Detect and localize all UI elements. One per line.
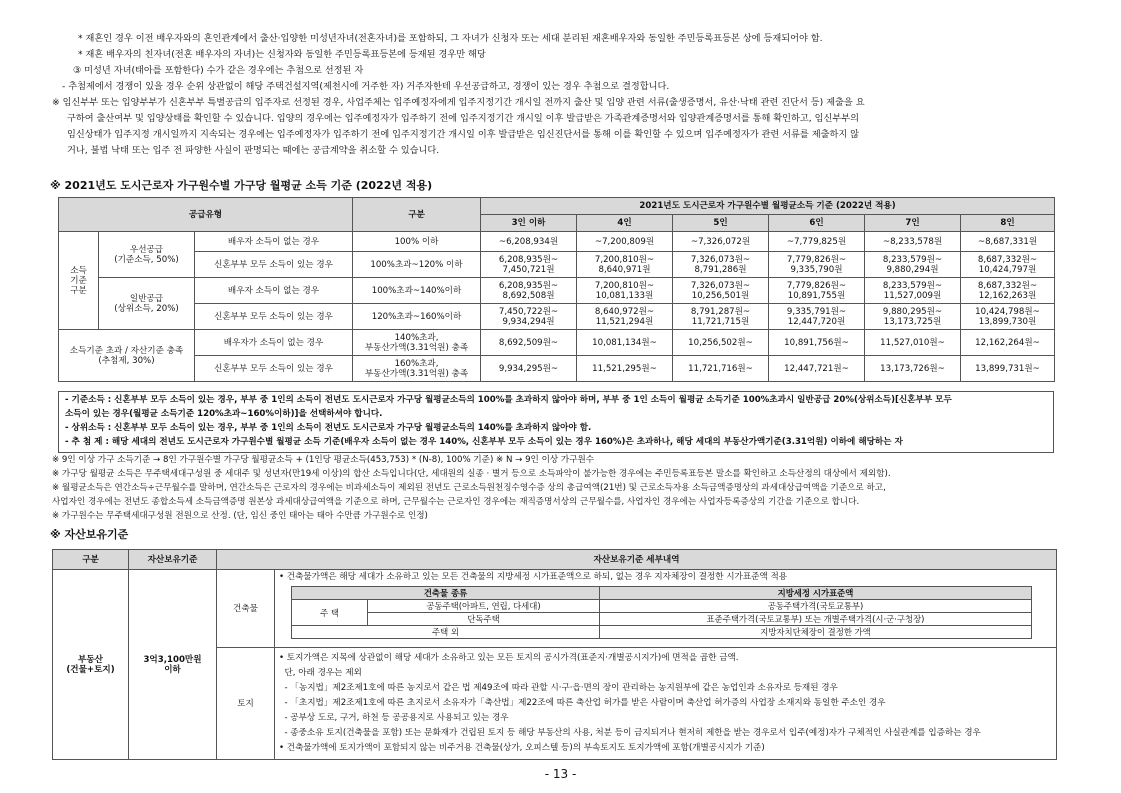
category-income: 소득 기준 구분 bbox=[59, 232, 99, 330]
inner-kind: 공동주택(아파트, 연립, 다세대) bbox=[368, 600, 600, 613]
land-detail bbox=[275, 648, 1057, 760]
table-row bbox=[59, 330, 1055, 356]
building-inner-table bbox=[291, 586, 1032, 639]
cell-value: 9,335,791원~ 12,447,720원 bbox=[769, 304, 865, 330]
cell-value: 7,450,722원~ 9,934,294원 bbox=[481, 304, 577, 330]
cell-value: 9,934,295원~ bbox=[481, 356, 577, 382]
cell-value: 12,447,721원~ bbox=[769, 356, 865, 382]
intro-line: ③ 미성년 자녀(태아를 포함한다) 수가 같은 경우에는 추첨으로 선정된 자 bbox=[73, 65, 364, 76]
inner-header-price: 지방세정 시가표준액 bbox=[600, 587, 1032, 600]
cell-value: 7,326,073원~ 10,256,501원 bbox=[673, 278, 769, 304]
land-line: 단, 아래 경우는 제외 bbox=[279, 668, 362, 678]
header-persons: 6인 bbox=[769, 215, 865, 232]
table-row bbox=[59, 252, 1055, 278]
note-line: - 추 첨 제 : 해당 세대의 전년도 도시근로자 가구원수별 월평균 소득 기준(배우자 소득이 없는 경우 140%, 신혼부부 모두 소득이 있는 경우 160%)은 초과하나, 해당 세대의 부동산가액기준(3.31억원) 이하에 해당하는 자 bbox=[65, 437, 903, 447]
intro-line: - 추첨제에서 경쟁이 있을 경우 순위 상관없이 해당 주택건설지역(제천시에 거주한 자) 거주자한테 우선공급하고, 경쟁이 있는 경우 추첨으로 결정합니다. bbox=[62, 81, 670, 92]
cell-value: ~8,687,331원 bbox=[961, 232, 1055, 252]
row-condition: 신혼부부 모두 소득이 있는 경우 bbox=[195, 252, 353, 278]
cell-value: 8,233,579원~ 11,527,009원 bbox=[865, 278, 961, 304]
header-persons: 4인 bbox=[577, 215, 673, 232]
row-division: 100%초과~140%이하 bbox=[353, 278, 481, 304]
land-label: 토지 bbox=[217, 648, 275, 760]
land-line: • 토지가액은 지목에 상관없이 해당 세대가 소유하고 있는 모든 토지의 공시가격(표준지·개별공시지가)에 면적을 곱한 금액. bbox=[279, 653, 739, 663]
inner-price: 공동주택가격(국토교통부) bbox=[600, 600, 1032, 613]
footnote: ※ 가구원수는 무주택세대구성원 전원으로 산정. (단, 임신 중인 태아는 태아 수만큼 가구원수로 인정) bbox=[52, 511, 428, 521]
cell-value: ~8,233,578원 bbox=[865, 232, 961, 252]
income-section-title: ※ 2021년도 도시근로자 가구원수별 가구당 월평균 소득 기준 (2022년 적용) bbox=[50, 179, 433, 192]
note-line: 소득이 있는 경우(월평균 소득기준 120%초과~160%이하)]을 선택하셔야 합니다. bbox=[65, 409, 383, 419]
asset-category: 부동산 (건물+토지) bbox=[53, 570, 129, 760]
table-row bbox=[59, 356, 1055, 382]
row-division: 140%초과, 부동산가액(3.31억원) 충족 bbox=[353, 330, 481, 356]
cell-value: ~6,208,934원 bbox=[481, 232, 577, 252]
row-condition: 신혼부부 모두 소득이 있는 경우 bbox=[195, 304, 353, 330]
row-condition: 배우자 소득이 없는 경우 bbox=[195, 232, 353, 252]
footnote: ※ 가구당 월평균 소득은 무주택세대구성원 중 세대주 및 성년자(만19세 이상)의 합산 소득입니다(단, 세대원의 실종 · 별거 등으로 소득파악이 불가능한 경우에는 주민등록표등본 말소를 확인하고 소득산정의 대상에서 제외함). bbox=[52, 469, 891, 479]
cell-value: 8,692,509원~ bbox=[481, 330, 577, 356]
cell-value: 10,891,756원~ bbox=[769, 330, 865, 356]
building-description: • 건축물가액은 해당 세대가 소유하고 있는 모든 건축물의 지방세정 시가표준액으로 하되, 없는 경우 지자체장이 결정한 시가표준액 적용 bbox=[279, 572, 788, 582]
asset-section-title: ※ 자산보유기준 bbox=[50, 528, 129, 541]
row-condition: 신혼부부 모두 소득이 있는 경우 bbox=[195, 356, 353, 382]
note-line: - 상위소득 : 신혼부부 모두 소득이 있는 경우, 부부 중 1인의 소득이 전년도 도시근로자 가구당 월평균소득의 140%를 초과하지 않아야 함. bbox=[65, 423, 592, 433]
row-division: 100%초과~120% 이하 bbox=[353, 252, 481, 278]
header-supply-type: 공급유형 bbox=[59, 198, 353, 232]
note-line: - 기준소득 : 신혼부부 모두 소득이 있는 경우, 부부 중 1인의 소득이 전년도 도시근로자 가구당 월평균소득의 100%를 초과하지 않아야 하며, 부부 중 1인 소득이 월평균 소득기준 100%초과시 일반공급 20%(상위소득)[신혼부부 모두 bbox=[65, 395, 952, 405]
cell-value: 10,424,798원~ 13,899,730원 bbox=[961, 304, 1055, 330]
asset-standard-value: 3억3,100만원 이하 bbox=[129, 570, 217, 760]
row-condition: 배우자가 소득이 없는 경우 bbox=[195, 330, 353, 356]
category-general: 일반공급 (상위소득, 20%) bbox=[99, 278, 195, 330]
footnote: 사업자인 경우에는 전년도 종합소득세 소득금액증명 원본상 과세대상급여액을 기준으로 하며, 근무월수는 근로자인 경우에는 재직증명서상의 근무월수를, 사업자인 경우에는 사업자등록증상의 기간을 기준으로 합니다. bbox=[52, 497, 860, 507]
cell-value: 9,880,295원~ 13,173,725원 bbox=[865, 304, 961, 330]
header-asset-standard: 자산보유기준 bbox=[129, 550, 217, 570]
cell-value: 8,640,972원~ 11,521,294원 bbox=[577, 304, 673, 330]
cell-value: 13,899,731원~ bbox=[961, 356, 1055, 382]
intro-line: 구하여 출산여부 및 입양상태를 확인할 수 있습니다. 입양의 경우에는 입주예정자가 입주하기 전에 입주지정기간 개시일 이후 발급받은 가족관계증명서와 입양관계증명서를 통해 확인하고, 임신부부의 bbox=[67, 113, 860, 124]
category-priority: 우선공급 (기준소득, 50%) bbox=[99, 232, 195, 278]
inner-kind: 단독주택 bbox=[368, 613, 600, 626]
cell-value: ~7,779,825원 bbox=[769, 232, 865, 252]
cell-value: 7,326,073원~ 8,791,286원 bbox=[673, 252, 769, 278]
cell-value: 7,200,810원~ 8,640,971원 bbox=[577, 252, 673, 278]
cell-value: 11,721,716원~ bbox=[673, 356, 769, 382]
header-asset-detail: 자산보유기준 세부내역 bbox=[217, 550, 1057, 570]
intro-line: * 재혼인 경우 이전 배우자와의 혼인관계에서 출산·입양한 미성년자녀(전혼자녀)를 포함하되, 그 자녀가 신청자 또는 세대 분리된 재혼배우자와 동일한 주민등록표등본 상에 등재되어야 함. bbox=[78, 33, 823, 44]
row-condition: 배우자 소득이 없는 경우 bbox=[195, 278, 353, 304]
table-row bbox=[59, 278, 1055, 304]
building-label: 건축물 bbox=[217, 570, 275, 648]
asset-table bbox=[52, 549, 1057, 760]
cell-value: 10,256,502원~ bbox=[673, 330, 769, 356]
inner-header-kind: 건축물 종류 bbox=[292, 587, 600, 600]
table-row bbox=[59, 304, 1055, 330]
intro-line: * 재혼 배우자의 친자녀(전혼 배우자의 자녀)는 신청자와 동일한 주민등록표등본에 등재된 경우만 해당 bbox=[78, 49, 486, 60]
cell-value: 8,687,332원~ 12,162,263원 bbox=[961, 278, 1055, 304]
cell-value: 11,521,295원~ bbox=[577, 356, 673, 382]
cell-value: 13,173,726원~ bbox=[865, 356, 961, 382]
header-persons: 7인 bbox=[865, 215, 961, 232]
header-division: 구분 bbox=[353, 198, 481, 232]
land-line: - 종중소유 토지(건축물을 포함) 또는 문화재가 건립된 토지 등 해당 부동산의 사용, 처분 등이 금지되거나 현저히 제한을 받는 경우로서 입주(예정)자가 구체적인 사실관계를 입증하는 경우 bbox=[279, 728, 981, 738]
row-division: 120%초과~160%이하 bbox=[353, 304, 481, 330]
inner-kind: 주택 외 bbox=[292, 626, 600, 639]
building-detail bbox=[275, 570, 1057, 648]
header-persons: 8인 bbox=[961, 215, 1055, 232]
category-lottery: 소득기준 초과 / 자산기준 충족 (추첨제, 30%) bbox=[59, 330, 195, 382]
cell-value: 6,208,935원~ 8,692,508원 bbox=[481, 278, 577, 304]
inner-price: 표준주택가격(국토교통부) 또는 개별주택가격(시·군·구청장) bbox=[600, 613, 1032, 626]
cell-value: 8,687,332원~ 10,424,797원 bbox=[961, 252, 1055, 278]
row-division: 160%초과, 부동산가액(3.31억원) 충족 bbox=[353, 356, 481, 382]
land-line: - 공부상 도로, 구거, 하천 등 공공용지로 사용되고 있는 경우 bbox=[279, 713, 509, 723]
header-division: 구분 bbox=[53, 550, 129, 570]
inner-house-label: 주 택 bbox=[292, 600, 368, 626]
cell-value: 8,233,579원~ 9,880,294원 bbox=[865, 252, 961, 278]
cell-value: 7,779,826원~ 9,335,790원 bbox=[769, 252, 865, 278]
income-table bbox=[58, 197, 1055, 382]
cell-value: 12,162,264원~ bbox=[961, 330, 1055, 356]
intro-line: 임신상태가 입주지정 개시일까지 지속되는 경우에는 입주예정자가 입주하기 전에 입주지정기간 개시일 이후 발급받은 임신진단서를 통해 이를 확인할 수 있으며 입주예정자가 관련 서류를 제출하지 않 bbox=[67, 129, 860, 140]
land-line: • 건축물가액에 토지가액이 포함되지 않는 비주거용 건축물(상가, 오피스텔 등)의 부속토지도 토지가액에 포함(개별공시지가 기준) bbox=[279, 743, 765, 753]
cell-value: 10,081,134원~ bbox=[577, 330, 673, 356]
header-income-group: 2021년도 도시근로자 가구원수별 월평균소득 기준 (2022년 적용) bbox=[481, 198, 1055, 215]
intro-line: ※ 임신부부 또는 입양부부가 신혼부부 특별공급의 입주자로 선정된 경우, 사업주체는 입주예정자에게 입주지정기간 개시일 전까지 출산 및 입양 관련 서류(출생증명서, 유산·낙태 관련 진단서 등) 제출을 요 bbox=[52, 97, 865, 108]
header-persons: 5인 bbox=[673, 215, 769, 232]
cell-value: 6,208,935원~ 7,450,721원 bbox=[481, 252, 577, 278]
cell-value: 7,200,810원~ 10,081,133원 bbox=[577, 278, 673, 304]
cell-value: 7,779,826원~ 10,891,755원 bbox=[769, 278, 865, 304]
cell-value: ~7,326,072원 bbox=[673, 232, 769, 252]
land-line: - 「초지법」제2조제1호에 따른 초지로서 소유자가「축산법」제22조에 따른 축산업 허가를 받은 사람이며 축산업 허가증의 사업장 소재지와 동일한 주소인 경우 bbox=[279, 698, 886, 708]
row-division: 100% 이하 bbox=[353, 232, 481, 252]
cell-value: ~7,200,809원 bbox=[577, 232, 673, 252]
footnote: ※ 9인 이상 가구 소득기준 → 8인 가구원수별 가구당 월평균소득 + (1인당 평균소득(453,753) * (N-8), 100% 기준) ※ N → 9인 이상 가구원수 bbox=[52, 455, 595, 465]
table-row bbox=[59, 232, 1055, 252]
footnote: ※ 월평균소득은 연간소득÷근무월수를 말하며, 연간소득은 근로자의 경우에는 비과세소득이 제외된 전년도 근로소득원천징수영수증 상의 총급여액(21번) 및 근로소득자용 소득금액증명상의 과세대상급여액을 기준으로 하고, bbox=[52, 483, 886, 493]
inner-price: 지방자치단체장이 결정한 가액 bbox=[600, 626, 1032, 639]
header-persons: 3인 이하 bbox=[481, 215, 577, 232]
cell-value: 8,791,287원~ 11,721,715원 bbox=[673, 304, 769, 330]
cell-value: 11,527,010원~ bbox=[865, 330, 961, 356]
income-notes-box bbox=[58, 391, 1054, 453]
intro-line: 거나, 불법 낙태 또는 입주 전 파양한 사실이 판명되는 때에는 공급계약을 취소할 수 있습니다. bbox=[67, 145, 440, 156]
page-number: - 13 - bbox=[544, 767, 577, 781]
land-line: - 「농지법」제2조제1호에 따른 농지로서 같은 법 제49조에 따라 관할 시·구·읍·면의 장이 관리하는 농지원부에 같은 농업인과 소유자로 등재된 경우 bbox=[279, 683, 838, 693]
